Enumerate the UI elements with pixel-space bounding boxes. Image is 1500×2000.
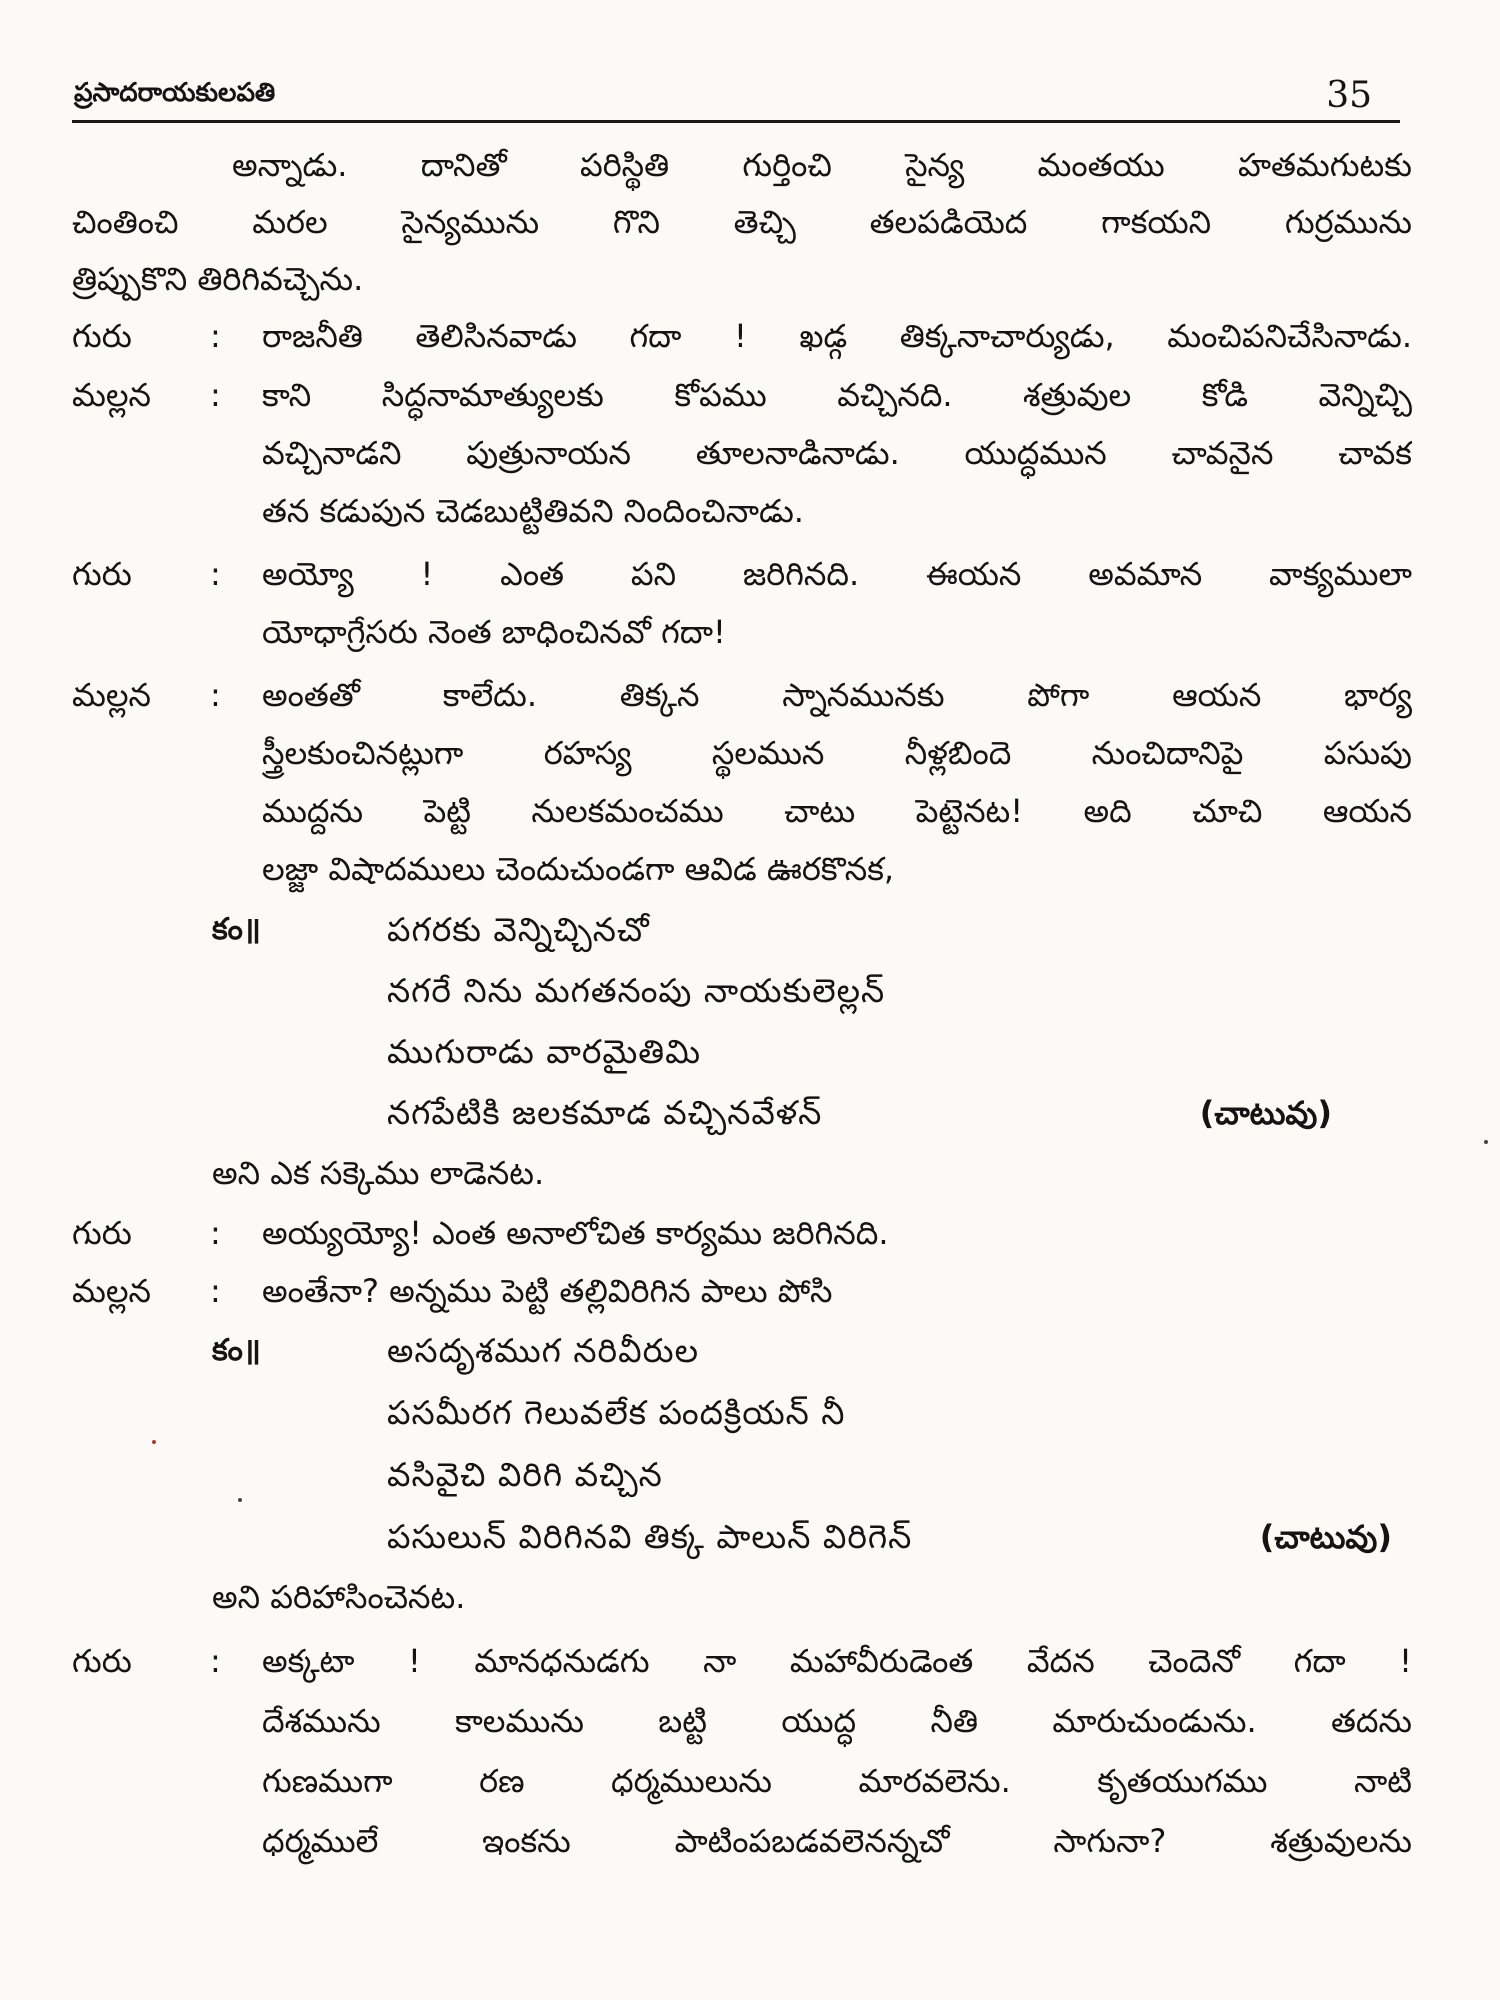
- dialogue-line: ధర్మములే ఇంకను పాటింపబడవలెనన్నచో సాగునా? శత్రువులను: [262, 1822, 1412, 1860]
- dialogue-line: గురు : రాజనీతి తెలిసినవాడు గదా ! ఖడ్గ తిక్కనాచార్యుడు, మంచిపనిచేసినాడు.: [72, 306, 1412, 366]
- speaker-label: మల్లన: [72, 376, 152, 414]
- verse-line: ముగురాడు వారమైతిమి: [387, 1032, 702, 1071]
- dialogue-line: దేశమును కాలమును బట్టి యుద్ధ నీతి మారుచుండును. తదను: [262, 1702, 1412, 1740]
- dialogue-line: మల్లన : అంతేనా? అన్నము పెట్టి తల్లివిరిగిన పాలు పోసి: [72, 1261, 1412, 1321]
- scan-speck: [152, 1440, 156, 1444]
- speaker-label: గురు: [72, 1214, 132, 1252]
- verse-line: పసమీరగ గెలువలేక పందక్రియన్ నీ: [387, 1393, 846, 1432]
- dialogue-line: లజ్జా విషాదములు చెందుచుండగా ఆవిడ ఊరకొనక,: [262, 850, 895, 888]
- dialogue-line: గురు : అక్కటా ! మానధనుడగు నా మహావీరుడెంత వేదన చెందెనో గదా !: [72, 1631, 1412, 1691]
- verse-line: కం॥ పగరకు వెన్నిచ్చినచో: [72, 900, 1412, 960]
- dialogue-line: ముద్దను పెట్టి నులకమంచము చాటు పెట్టెనట! అది చూచి ఆయన: [262, 792, 1412, 830]
- dialogue-line: మల్లన : అంతతో కాలేదు. తిక్కన స్నానమునకు పోగా ఆయన భార్య: [72, 665, 1412, 725]
- speaker-label: గురు: [72, 555, 132, 593]
- dialogue-line: గుణముగా రణ ధర్మములును మారవలెను. కృతయుగము నాటి: [262, 1762, 1412, 1800]
- page-header: [72, 68, 1400, 123]
- dialogue-line: మల్లన : కాని సిద్ధనామాత్యులకు కోపము వచ్చినది. శత్రువుల కోడి వెన్నిచ్చి: [72, 365, 1412, 425]
- paragraph-line: చింతించి మరల సైన్యమును గొని తెచ్చి తలపడియెద గాకయని గుర్రమును: [72, 203, 1412, 241]
- scan-speck: [238, 1498, 242, 1502]
- paragraph-line: అన్నాడు. దానితో పరిస్థితి గుర్తించి సైన్య మంతయు హతమగుటకు: [232, 146, 1412, 184]
- verse-label: కం॥: [212, 1333, 261, 1368]
- speaker-label: మల్లన: [72, 1272, 152, 1310]
- dialogue-line: గురు : అయ్యయ్యో! ఎంత అనాలోచిత కార్యము జరిగినది.: [72, 1203, 1412, 1263]
- verse-source-tag: (చాటువు): [1199, 1094, 1332, 1132]
- verse-source-tag: (చాటువు): [1259, 1518, 1392, 1556]
- verse-label: కం॥: [212, 912, 261, 947]
- verse-line: పసులున్ విరిగినవి తిక్క పాలున్ విరిగెన్ (చాటువు): [72, 1507, 1412, 1567]
- dialogue-line: గురు : అయ్యో ! ఎంత పని జరిగినది. ఈయన అవమాన వాక్యములా: [72, 544, 1412, 604]
- verse-line: వసివైచి విరిగి వచ్చిన: [387, 1455, 663, 1494]
- dialogue-line: స్త్రీలకుంచినట్లుగా రహస్య స్థలమున నీళ్లబిందె నుంచిదానిపై పసుపు: [262, 734, 1412, 772]
- running-title: ప్రసాదరాయకులపతి: [74, 78, 276, 108]
- speaker-label: గురు: [72, 1642, 132, 1680]
- scan-speck: [1484, 1140, 1488, 1144]
- dialogue-line: తన కడుపున చెడబుట్టితివని నిందించినాడు.: [262, 492, 804, 530]
- paragraph-line: అని పరిహాసించెనట.: [212, 1578, 466, 1616]
- page-number: 35: [1326, 75, 1372, 116]
- paragraph-line: అని ఎక సక్కెము లాడెనట.: [212, 1154, 545, 1192]
- speaker-label: గురు: [72, 317, 132, 355]
- dialogue-line: యోధాగ్రేసరు నెంత బాధించినవో గదా!: [262, 613, 726, 651]
- verse-line: కం॥ అసదృశముగ నరివీరుల: [72, 1321, 1412, 1381]
- verse-line: నగరే నిను మగతనంపు నాయకులెల్లన్: [387, 971, 886, 1010]
- dialogue-line: వచ్చినాడని పుత్రునాయన తూలనాడినాడు. యుద్ధమున చావనైన చావక: [262, 434, 1412, 472]
- verse-line: నగపేటికి జలకమాడ వచ్చినవేళన్ (చాటువు): [72, 1083, 1412, 1143]
- speaker-label: మల్లన: [72, 676, 152, 714]
- paragraph-line: త్రిప్పుకొని తిరిగివచ్చెను.: [72, 260, 364, 298]
